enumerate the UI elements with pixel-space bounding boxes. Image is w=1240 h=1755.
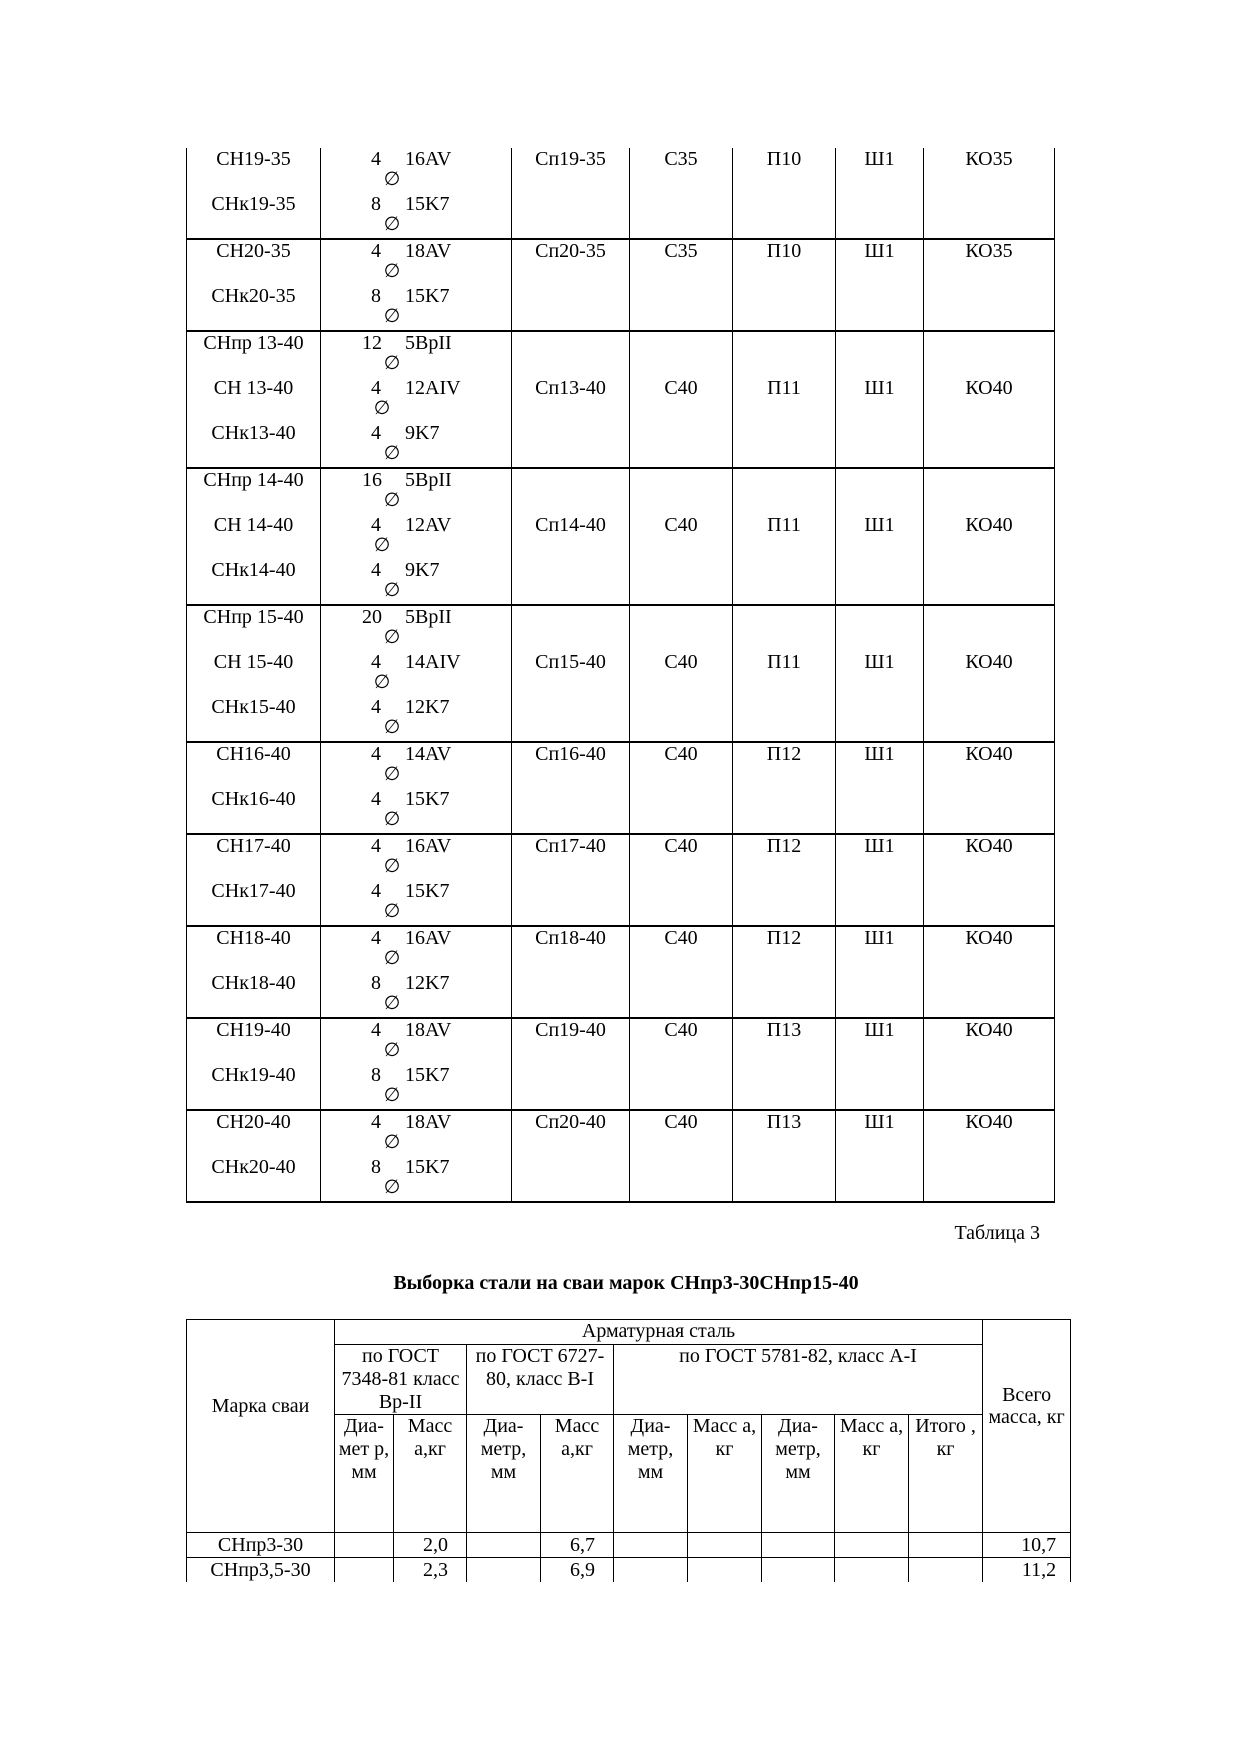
pile-marks-cell <box>187 742 321 834</box>
pile-mark: СНпр3,5-30 <box>187 1558 335 1583</box>
bar-count: 4 <box>371 514 381 536</box>
diameter-symbol: ∅ <box>383 1176 401 1198</box>
pile-marks-cell <box>187 1018 321 1110</box>
s-mark: С35 <box>664 240 698 262</box>
diameter-symbol: ∅ <box>383 763 401 785</box>
bar-count: 4 <box>371 148 381 170</box>
bar-designation: 14AV <box>405 743 452 765</box>
bar-count: 4 <box>371 1111 381 1133</box>
diameter-symbol: ∅ <box>383 352 401 374</box>
sh-mark: Ш1 <box>864 1019 895 1041</box>
pile-mark: СНпр 14-40 <box>203 469 304 491</box>
sh-mark-cell <box>836 239 924 331</box>
bar-count: 4 <box>371 240 381 262</box>
bar-designation: 15K7 <box>405 1156 450 1178</box>
table-row <box>187 468 1055 605</box>
p-mark: П12 <box>766 743 802 765</box>
header-mass-3: Масс а, кг <box>688 1415 762 1533</box>
bar-count: 16 <box>362 469 382 491</box>
bar-designation: 15K7 <box>405 880 450 902</box>
bar-count: 4 <box>371 696 381 718</box>
s-mark: С40 <box>664 1111 698 1133</box>
table-row <box>187 1533 1071 1558</box>
reinforcement-line <box>321 927 511 972</box>
p-mark: П13 <box>766 1111 802 1133</box>
pile-section: Сп19-35 <box>535 148 606 170</box>
pile-marks-cell <box>187 926 321 1018</box>
reinforcement-line <box>321 1156 511 1201</box>
header-diameter-3: Диа-метр, мм <box>614 1415 688 1533</box>
s-mark-cell <box>630 742 733 834</box>
pile-section-cell <box>512 742 630 834</box>
ko-mark-cell <box>924 239 1055 331</box>
bar-designation: 15K7 <box>405 1064 450 1086</box>
p-mark: П13 <box>766 1019 802 1041</box>
reinforcement-line <box>321 559 511 604</box>
reinforcement-cell <box>321 331 512 468</box>
reinforcement-line <box>321 514 511 559</box>
bar-count: 20 <box>362 606 382 628</box>
reinforcement-cell <box>321 1018 512 1110</box>
s-mark: С40 <box>664 377 698 399</box>
pile-mark: СН19-40 <box>216 1019 291 1041</box>
pile-mark: СНпр 15-40 <box>203 606 304 628</box>
ko-mark: КО40 <box>965 651 1013 673</box>
pile-mark: СН20-35 <box>216 240 291 262</box>
bar-designation: 12AV <box>405 514 452 536</box>
bar-count: 8 <box>371 193 381 215</box>
pile-section-cell <box>512 834 630 926</box>
ko-mark-cell <box>924 1018 1055 1110</box>
pile-mark: СНк14-40 <box>211 559 296 581</box>
pile-section-cell <box>512 1018 630 1110</box>
reinforcement-cell <box>321 742 512 834</box>
ko-mark-cell <box>924 926 1055 1018</box>
reinforcement-line <box>321 332 511 377</box>
s-mark: С40 <box>664 743 698 765</box>
diameter-symbol: ∅ <box>373 397 391 419</box>
bar-count: 4 <box>371 927 381 949</box>
mass-value: 2,0 <box>394 1533 467 1558</box>
s-mark-cell <box>630 148 733 239</box>
bar-designation: 12K7 <box>405 972 450 994</box>
diameter-symbol: ∅ <box>383 1039 401 1061</box>
pile-section: Сп13-40 <box>535 377 606 399</box>
pile-section-cell <box>512 1110 630 1202</box>
reinforcement-cell <box>321 468 512 605</box>
pile-mark: СН 13-40 <box>213 377 294 399</box>
bar-designation: 5ВрII <box>405 469 452 491</box>
pile-mark: СНпр3-30 <box>187 1533 335 1558</box>
p-mark-cell <box>733 834 836 926</box>
pile-section: Сп18-40 <box>535 927 606 949</box>
diameter-symbol: ∅ <box>383 1131 401 1153</box>
bar-count: 4 <box>371 651 381 673</box>
s-mark-cell <box>630 834 733 926</box>
pile-section-cell <box>512 331 630 468</box>
s-mark: С40 <box>664 514 698 536</box>
mass-value: 6,9 <box>541 1558 614 1583</box>
reinforcement-line <box>321 743 511 788</box>
reinforcement-line <box>321 1111 511 1156</box>
table-row <box>187 1558 1071 1583</box>
pile-mark: СНк16-40 <box>211 788 296 810</box>
sh-mark-cell <box>836 742 924 834</box>
p-mark-cell <box>733 1018 836 1110</box>
pile-section: Сп20-40 <box>535 1111 606 1133</box>
ko-mark: КО35 <box>965 240 1013 262</box>
table-caption: Таблица 3 <box>954 1222 1040 1244</box>
pile-marks-cell <box>187 605 321 742</box>
ko-mark-cell <box>924 1110 1055 1202</box>
bar-designation: 5ВрII <box>405 332 452 354</box>
pile-marks-cell <box>187 468 321 605</box>
diameter-symbol: ∅ <box>373 671 391 693</box>
pile-section-cell <box>512 239 630 331</box>
pile-mark: СНк15-40 <box>211 696 296 718</box>
p-mark: П10 <box>766 148 802 170</box>
bar-count: 4 <box>371 788 381 810</box>
diameter-symbol: ∅ <box>383 579 401 601</box>
pile-section: Сп14-40 <box>535 514 606 536</box>
p-mark: П11 <box>767 514 801 536</box>
header-diameter-4: Диа-метр, мм <box>762 1415 835 1533</box>
header-mass-4: Масс а, кг <box>835 1415 909 1533</box>
pile-mark: СНпр 13-40 <box>203 332 304 354</box>
reinforcement-cell <box>321 605 512 742</box>
diameter-symbol: ∅ <box>383 305 401 327</box>
p-mark-cell <box>733 239 836 331</box>
pile-mark: СНк13-40 <box>211 422 296 444</box>
sh-mark: Ш1 <box>864 835 895 857</box>
reinforcement-line <box>321 835 511 880</box>
header-diameter-1: Диа-мет р, мм <box>335 1415 394 1533</box>
header-reinforcing-steel: Арматурная сталь <box>335 1320 983 1345</box>
pile-section: Сп19-40 <box>535 1019 606 1041</box>
reinforcement-line <box>321 696 511 741</box>
mass-value: 2,3 <box>394 1558 467 1583</box>
pile-section: Сп16-40 <box>535 743 606 765</box>
pile-section: Сп20-35 <box>535 240 606 262</box>
sh-mark-cell <box>836 331 924 468</box>
s-mark: С35 <box>664 148 698 170</box>
table-title: Выборка стали на сваи марок СНпр3-30СНпр15-40 <box>393 1272 859 1294</box>
pile-section-cell <box>512 926 630 1018</box>
pile-section-cell <box>512 148 630 239</box>
pile-mark: СНк20-40 <box>211 1156 296 1178</box>
s-mark: С40 <box>664 651 698 673</box>
header-gost-5781: по ГОСТ 5781-82, класс А-I <box>614 1345 983 1415</box>
pile-mark: СНк18-40 <box>211 972 296 994</box>
pile-section: Сп17-40 <box>535 835 606 857</box>
s-mark-cell <box>630 331 733 468</box>
header-gost-7348: по ГОСТ 7348-81 класс Вр-II <box>335 1345 467 1415</box>
bar-count: 4 <box>371 835 381 857</box>
bar-count: 4 <box>371 422 381 444</box>
bar-designation: 16AV <box>405 148 452 170</box>
table-row <box>187 926 1055 1018</box>
table-row <box>187 331 1055 468</box>
ko-mark: КО35 <box>965 148 1013 170</box>
mass-value: 6,7 <box>541 1533 614 1558</box>
header-diameter-2: Диа-метр, мм <box>467 1415 541 1533</box>
ko-mark-cell <box>924 605 1055 742</box>
bar-count: 4 <box>371 559 381 581</box>
pile-mark: СН16-40 <box>216 743 291 765</box>
s-mark: С40 <box>664 835 698 857</box>
pile-section-cell <box>512 468 630 605</box>
bar-count: 8 <box>371 972 381 994</box>
pile-marks-cell <box>187 1110 321 1202</box>
pile-mark: СНк19-40 <box>211 1064 296 1086</box>
diameter-symbol: ∅ <box>383 716 401 738</box>
p-mark: П11 <box>767 651 801 673</box>
p-mark: П12 <box>766 835 802 857</box>
p-mark: П11 <box>767 377 801 399</box>
bar-designation: 12AIV <box>405 377 461 399</box>
header-subtotal: Итого , кг <box>909 1415 983 1533</box>
sh-mark-cell <box>836 834 924 926</box>
reinforcement-line <box>321 422 511 467</box>
reinforcement-line <box>321 148 511 193</box>
bar-count: 12 <box>362 332 382 354</box>
sh-mark-cell <box>836 148 924 239</box>
pile-section: Сп15-40 <box>535 651 606 673</box>
reinforcement-line <box>321 1019 511 1064</box>
p-mark-cell <box>733 605 836 742</box>
p-mark-cell <box>733 926 836 1018</box>
pile-mark: СНк20-35 <box>211 285 296 307</box>
sh-mark: Ш1 <box>864 927 895 949</box>
table-row <box>187 239 1055 331</box>
reinforcement-line <box>321 606 511 651</box>
s-mark: С40 <box>664 1019 698 1041</box>
p-mark-cell <box>733 331 836 468</box>
p-mark: П12 <box>766 927 802 949</box>
pile-marks-cell <box>187 239 321 331</box>
p-mark: П10 <box>766 240 802 262</box>
ko-mark-cell <box>924 331 1055 468</box>
sh-mark: Ш1 <box>864 377 895 399</box>
reinforcement-line <box>321 193 511 238</box>
reinforcement-line <box>321 377 511 422</box>
s-mark-cell <box>630 605 733 742</box>
bar-count: 8 <box>371 1064 381 1086</box>
bar-count: 8 <box>371 285 381 307</box>
steel-selection-table <box>186 1319 1071 1582</box>
header-gost-6727: по ГОСТ 6727-80, класс В-I <box>467 1345 614 1415</box>
sh-mark-cell <box>836 926 924 1018</box>
bar-count: 8 <box>371 1156 381 1178</box>
diameter-symbol: ∅ <box>383 213 401 235</box>
sh-mark: Ш1 <box>864 514 895 536</box>
sh-mark: Ш1 <box>864 148 895 170</box>
pile-mark: СН20-40 <box>216 1111 291 1133</box>
sh-mark: Ш1 <box>864 743 895 765</box>
bar-designation: 15K7 <box>405 285 450 307</box>
bar-designation: 18AV <box>405 240 452 262</box>
table-row <box>187 605 1055 742</box>
pile-marks-cell <box>187 331 321 468</box>
ko-mark: КО40 <box>965 927 1013 949</box>
diameter-symbol: ∅ <box>383 1084 401 1106</box>
header-mass-2: Масс а,кг <box>541 1415 614 1533</box>
diameter-symbol: ∅ <box>383 626 401 648</box>
diameter-symbol: ∅ <box>383 442 401 464</box>
ko-mark: КО40 <box>965 835 1013 857</box>
reinforcement-line <box>321 972 511 1017</box>
pile-section-cell <box>512 605 630 742</box>
reinforcement-cell <box>321 148 512 239</box>
sh-mark: Ш1 <box>864 240 895 262</box>
diameter-symbol: ∅ <box>383 808 401 830</box>
sh-mark-cell <box>836 468 924 605</box>
diameter-symbol: ∅ <box>383 168 401 190</box>
pile-mark: СН18-40 <box>216 927 291 949</box>
bar-designation: 9K7 <box>405 559 440 581</box>
bar-designation: 18AV <box>405 1111 452 1133</box>
bar-designation: 16AV <box>405 835 452 857</box>
ko-mark-cell <box>924 148 1055 239</box>
s-mark-cell <box>630 239 733 331</box>
diameter-symbol: ∅ <box>383 260 401 282</box>
pile-mark: СН17-40 <box>216 835 291 857</box>
ko-mark: КО40 <box>965 1019 1013 1041</box>
reinforcement-line <box>321 788 511 833</box>
reinforcement-cell <box>321 1110 512 1202</box>
bar-count: 4 <box>371 743 381 765</box>
p-mark-cell <box>733 468 836 605</box>
s-mark-cell <box>630 926 733 1018</box>
pile-marks-cell <box>187 148 321 239</box>
reinforcement-line <box>321 880 511 925</box>
ko-mark: КО40 <box>965 743 1013 765</box>
sh-mark: Ш1 <box>864 651 895 673</box>
ko-mark-cell <box>924 468 1055 605</box>
table1-body <box>187 148 1055 1202</box>
pile-marks-cell <box>187 834 321 926</box>
reinforcement-cell <box>321 834 512 926</box>
reinforcement-line <box>321 1064 511 1109</box>
sh-mark: Ш1 <box>864 1111 895 1133</box>
table-row <box>187 148 1055 239</box>
s-mark-cell <box>630 468 733 605</box>
bar-designation: 15K7 <box>405 193 450 215</box>
ko-mark: КО40 <box>965 1111 1013 1133</box>
total-mass-value: 10,7 <box>983 1533 1071 1558</box>
ko-mark: КО40 <box>965 377 1013 399</box>
sh-mark-cell <box>836 605 924 742</box>
ko-mark-cell <box>924 834 1055 926</box>
bar-designation: 16AV <box>405 927 452 949</box>
bar-count: 4 <box>371 1019 381 1041</box>
diameter-symbol: ∅ <box>383 947 401 969</box>
total-mass-value: 11,2 <box>983 1558 1071 1583</box>
bar-count: 4 <box>371 377 381 399</box>
table-row <box>187 834 1055 926</box>
bar-count: 4 <box>371 880 381 902</box>
ko-mark-cell <box>924 742 1055 834</box>
header-mass-1: Масс а,кг <box>394 1415 467 1533</box>
pile-mark: СН 15-40 <box>213 651 294 673</box>
diameter-symbol: ∅ <box>373 534 391 556</box>
reinforcement-line <box>321 285 511 330</box>
table-row <box>187 742 1055 834</box>
diameter-symbol: ∅ <box>383 855 401 877</box>
reinforcement-cell <box>321 926 512 1018</box>
table-row <box>187 1018 1055 1110</box>
header-pile-mark: Марка сваи <box>187 1320 335 1533</box>
s-mark-cell <box>630 1018 733 1110</box>
diameter-symbol: ∅ <box>383 489 401 511</box>
p-mark-cell <box>733 148 836 239</box>
bar-designation: 18AV <box>405 1019 452 1041</box>
bar-designation: 14AIV <box>405 651 461 673</box>
bar-designation: 5ВрII <box>405 606 452 628</box>
s-mark-cell <box>630 1110 733 1202</box>
bar-designation: 12K7 <box>405 696 450 718</box>
reinforcement-line <box>321 651 511 696</box>
p-mark-cell <box>733 1110 836 1202</box>
reinforcement-cell <box>321 239 512 331</box>
pile-mark: СНк17-40 <box>211 880 296 902</box>
bar-designation: 9K7 <box>405 422 440 444</box>
sh-mark-cell <box>836 1018 924 1110</box>
sh-mark-cell <box>836 1110 924 1202</box>
pile-mark: СНк19-35 <box>211 193 296 215</box>
reinforcement-line <box>321 240 511 285</box>
bar-designation: 15K7 <box>405 788 450 810</box>
s-mark: С40 <box>664 927 698 949</box>
p-mark-cell <box>733 742 836 834</box>
diameter-symbol: ∅ <box>383 900 401 922</box>
pile-mark: СН 14-40 <box>213 514 294 536</box>
diameter-symbol: ∅ <box>383 992 401 1014</box>
table-row <box>187 1110 1055 1202</box>
pile-mark: СН19-35 <box>216 148 291 170</box>
header-total-mass: Всего масса, кг <box>983 1320 1071 1533</box>
piles-reinforcement-table <box>186 148 1055 1203</box>
ko-mark: КО40 <box>965 514 1013 536</box>
reinforcement-line <box>321 469 511 514</box>
